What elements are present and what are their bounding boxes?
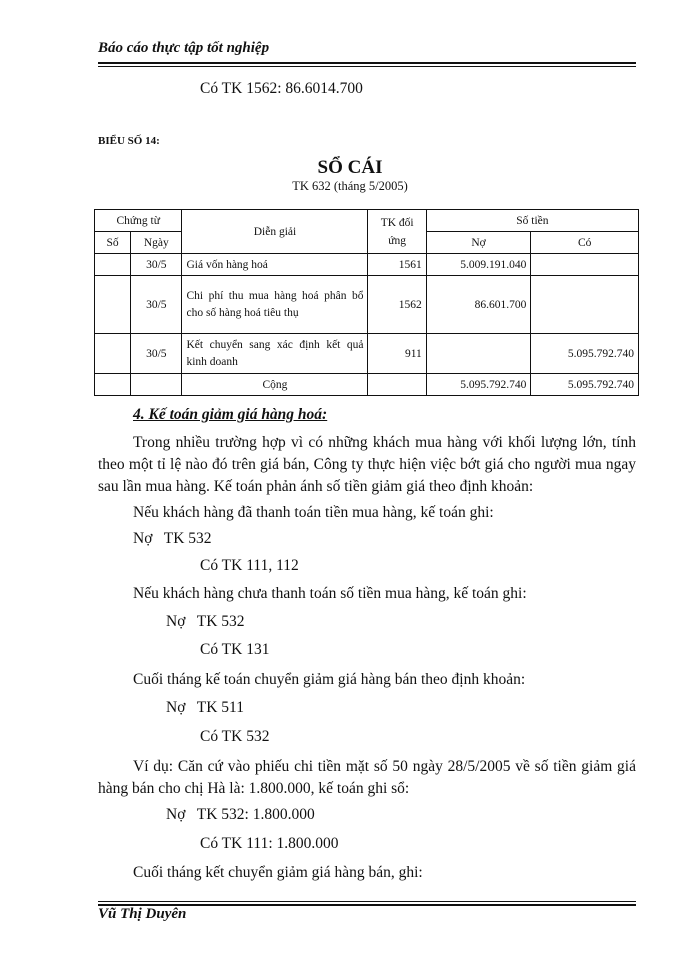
exhibit-label: BIỂU SỐ 14:: [98, 135, 160, 147]
cell-number: [95, 276, 131, 334]
footer-rule-thin: [98, 901, 636, 902]
case1-text: Nếu khách hàng đã thanh toán tiền mua hàng, kế toán ghi:: [133, 504, 494, 521]
table-row: [95, 334, 639, 374]
case3-debit: Nợ TK 511: [166, 699, 244, 716]
case3-credit: Có TK 532: [200, 728, 270, 745]
cell-blank: [95, 374, 131, 396]
cell-credit: 5.095.792.740: [531, 334, 639, 374]
table-row: [95, 276, 639, 334]
cell-date: 30/5: [131, 276, 182, 334]
header-rule-thick: [98, 62, 636, 64]
header-amount: Số tiền: [426, 210, 638, 232]
cell-blank: [131, 374, 182, 396]
case3-text: Cuối tháng kế toán chuyển giảm giá hàng bán theo định khoản:: [133, 671, 526, 688]
cell-blank: [368, 374, 426, 396]
ledger-title: SỔ CÁI: [317, 157, 383, 178]
example-debit: Nợ TK 532: 1.800.000: [166, 806, 315, 823]
closing-text: Cuối tháng kết chuyển giảm giá hàng bán, ghi:: [133, 864, 423, 881]
cell-debit: [426, 334, 531, 374]
ledger-table: [94, 209, 639, 396]
cell-description: Giá vốn hàng hoá: [182, 254, 368, 276]
footer-author: Vũ Thị Duyên: [98, 906, 187, 922]
cell-credit: [531, 254, 639, 276]
cell-account: 1562: [368, 276, 426, 334]
header-account: TK đối ứng: [368, 210, 426, 254]
top-entry-line: Có TK 1562: 86.6014.700: [200, 80, 363, 97]
cell-credit: [531, 276, 639, 334]
cell-number: [95, 254, 131, 276]
case1-credit: Có TK 111, 112: [200, 557, 299, 574]
header-debit: Nợ: [426, 232, 531, 254]
page-header-title: Báo cáo thực tập tốt nghiệp: [98, 40, 270, 56]
table-total-row: [95, 374, 639, 396]
header-number: Số: [95, 232, 131, 254]
header-rule-thin: [98, 66, 636, 67]
cell-description: Chi phí thu mua hàng hoá phân bổ cho số hàng hoá tiêu thụ: [182, 276, 368, 334]
ledger-subtitle: TK 632 (tháng 5/2005): [292, 179, 408, 193]
cell-date: 30/5: [131, 334, 182, 374]
header-description: Diễn giải: [182, 210, 368, 254]
cell-debit: 5.009.191.040: [426, 254, 531, 276]
example-credit: Có TK 111: 1.800.000: [200, 835, 339, 852]
intro-paragraph: Trong nhiều trường hợp vì có những khách mua hàng với khối lượng lớn, tính theo một tỉ lệ nào đó trên giá bán, Công ty thực hiện việc bớt giá cho người mua ngay sau lần mua hàng. Kế toán phản ánh số tiền giảm giá theo định khoản:: [98, 434, 636, 495]
cell-debit: 86.601.700: [426, 276, 531, 334]
cell-description: Kết chuyển sang xác định kết quả kinh doanh: [182, 334, 368, 374]
cell-account: 911: [368, 334, 426, 374]
header-date: Ngày: [131, 232, 182, 254]
cell-number: [95, 334, 131, 374]
cell-date: 30/5: [131, 254, 182, 276]
header-credit: Có: [531, 232, 639, 254]
example-paragraph: Ví dụ: Căn cứ vào phiếu chi tiền mặt số 50 ngày 28/5/2005 về số tiền giảm giá hàng bán cho chị Hà là: 1.800.000, kế toán ghi sổ:: [98, 758, 636, 797]
case2-debit: Nợ TK 532: [166, 613, 245, 630]
case2-text: Nếu khách hàng chưa thanh toán số tiền mua hàng, kế toán ghi:: [133, 585, 527, 602]
total-label: Cộng: [182, 374, 368, 396]
cell-account: 1561: [368, 254, 426, 276]
case2-credit: Có TK 131: [200, 641, 270, 658]
total-credit: 5.095.792.740: [531, 374, 639, 396]
table-row: [95, 254, 639, 276]
total-debit: 5.095.792.740: [426, 374, 531, 396]
section-title: 4. Kế toán giảm giá hàng hoá:: [133, 406, 328, 423]
header-voucher: Chứng từ: [95, 210, 182, 232]
case1-debit: Nợ TK 532: [133, 530, 212, 547]
